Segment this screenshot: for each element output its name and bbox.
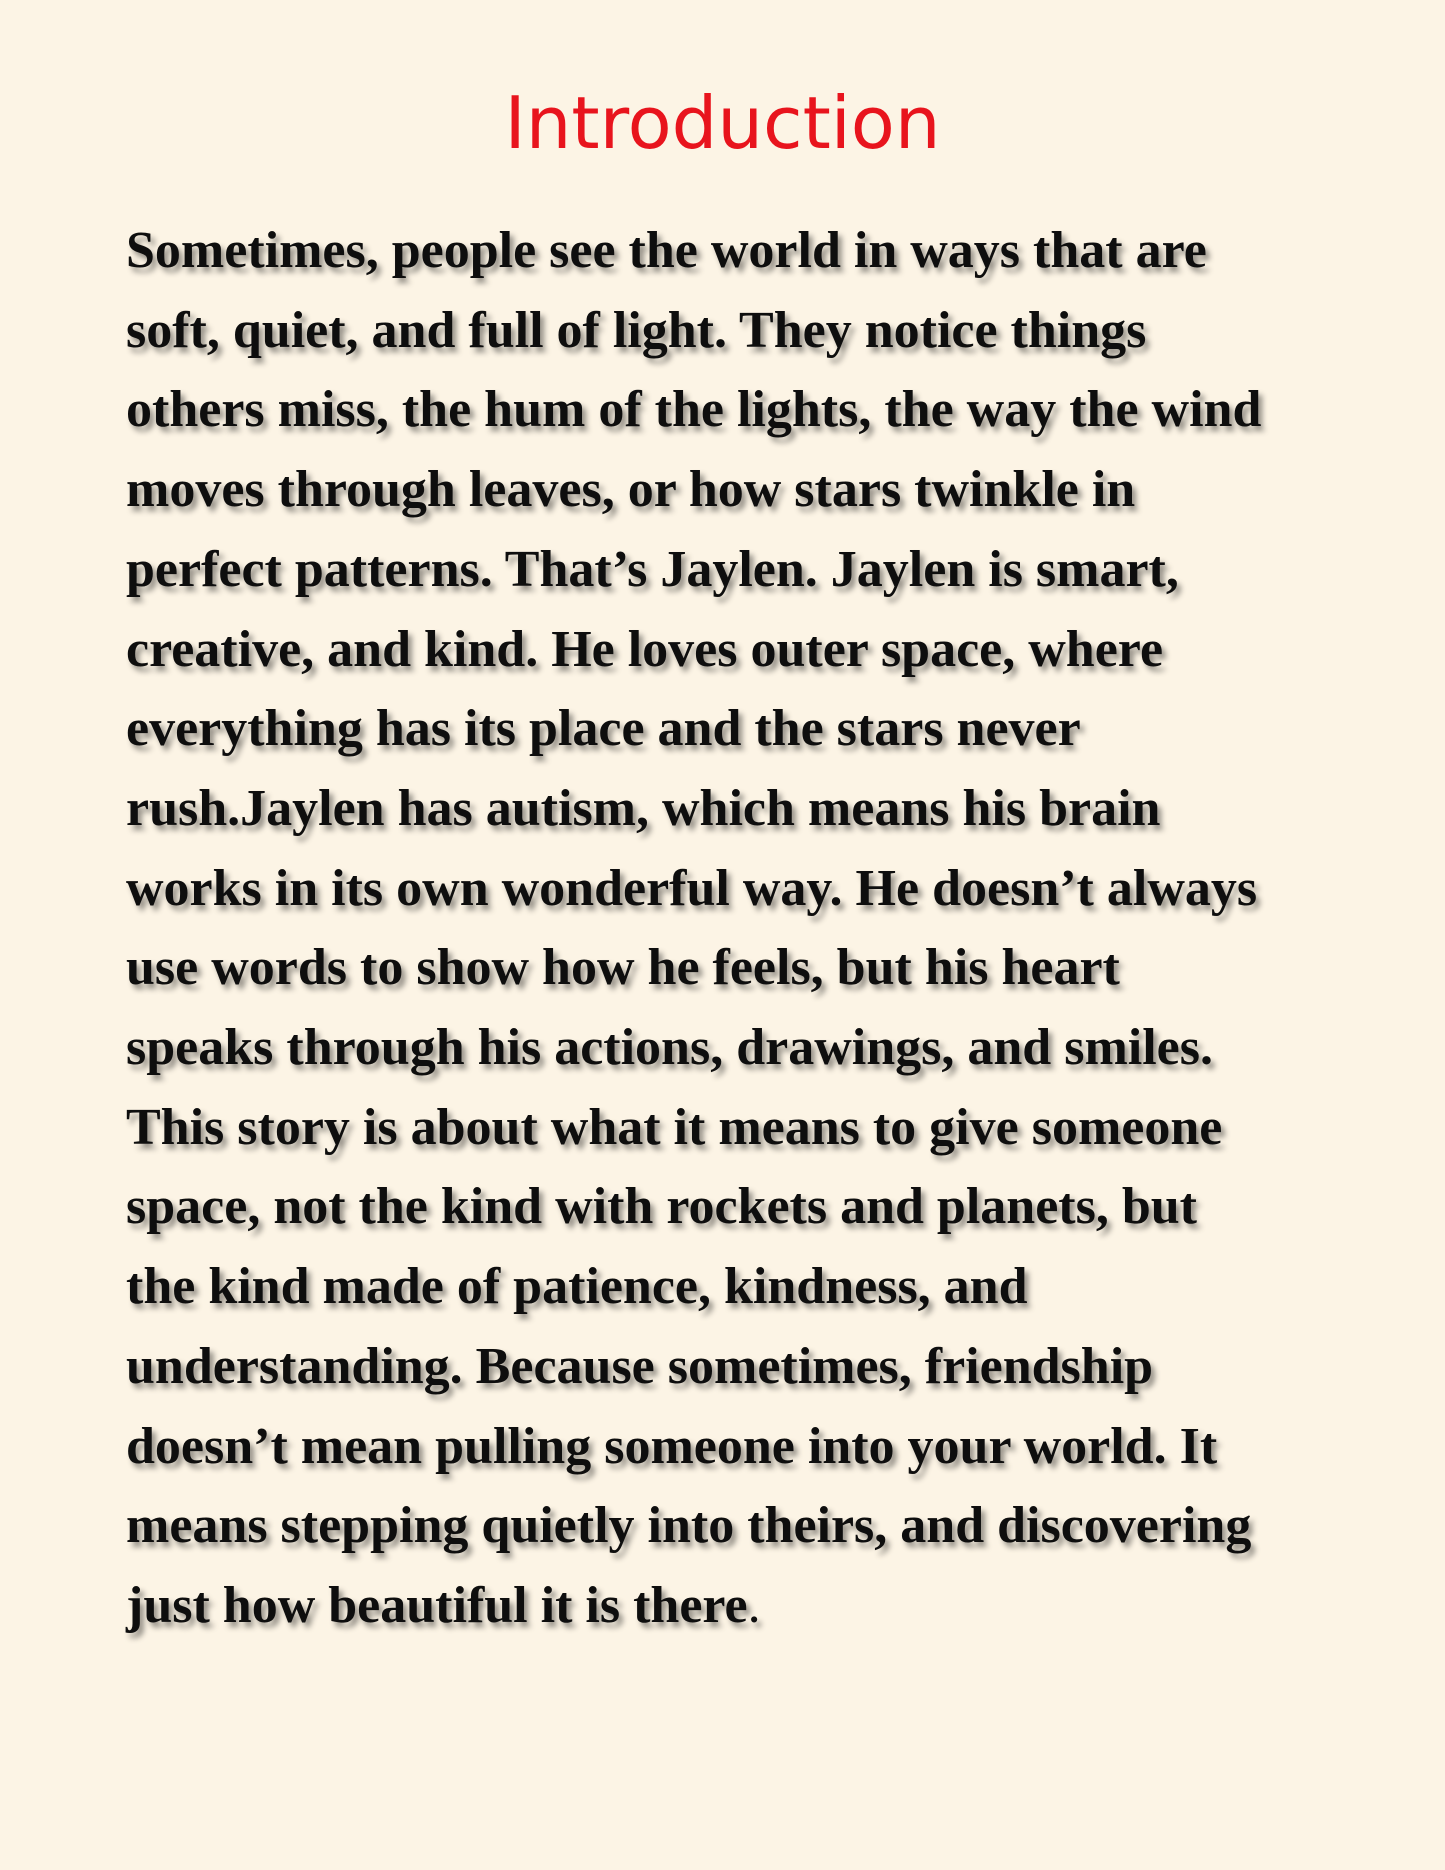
paragraph-line: Sometimes, people see the world in ways that are: [126, 222, 1207, 279]
page-title: Introduction: [504, 81, 941, 165]
paragraph-line: use words to show how he feels, but his heart: [126, 939, 1120, 997]
intro-paragraph: [126, 211, 1376, 1646]
paragraph-line: speaks through his actions, drawings, and smiles.: [126, 1019, 1213, 1077]
paragraph-line-text: just how beautiful it is there: [126, 1576, 748, 1634]
paragraph-line: others miss, the hum of the lights, the way the wind: [126, 381, 1262, 439]
paragraph-line: perfect patterns. That’s Jaylen. Jaylen is smart,: [126, 540, 1179, 598]
paragraph-line: This story is about what it means to give someone: [126, 1098, 1223, 1156]
paragraph-line: doesn’t mean pulling someone into your world. It: [126, 1417, 1218, 1475]
paragraph-line: soft, quiet, and full of light. They notice things: [126, 301, 1147, 359]
paragraph-line: creative, and kind. He loves outer space, where: [126, 620, 1164, 678]
paragraph-line: means stepping quietly into theirs, and discovering: [126, 1497, 1252, 1555]
paragraph-line: rush.Jaylen has autism, which means his brain: [126, 779, 1161, 837]
paragraph-line: understanding. Because sometimes, friendship: [126, 1337, 1154, 1395]
paragraph-line: works in its own wonderful way. He doesn’t always: [126, 859, 1258, 917]
paragraph-line: the kind made of patience, kindness, and: [126, 1258, 1028, 1316]
paragraph-line: everything has its place and the stars never: [126, 700, 1081, 758]
paragraph-last-line: [126, 1566, 1376, 1646]
paragraph-line: moves through leaves, or how stars twinkle in: [126, 461, 1136, 519]
final-period: .: [747, 1576, 761, 1634]
paragraph-line: space, not the kind with rockets and planets, but: [126, 1178, 1198, 1236]
